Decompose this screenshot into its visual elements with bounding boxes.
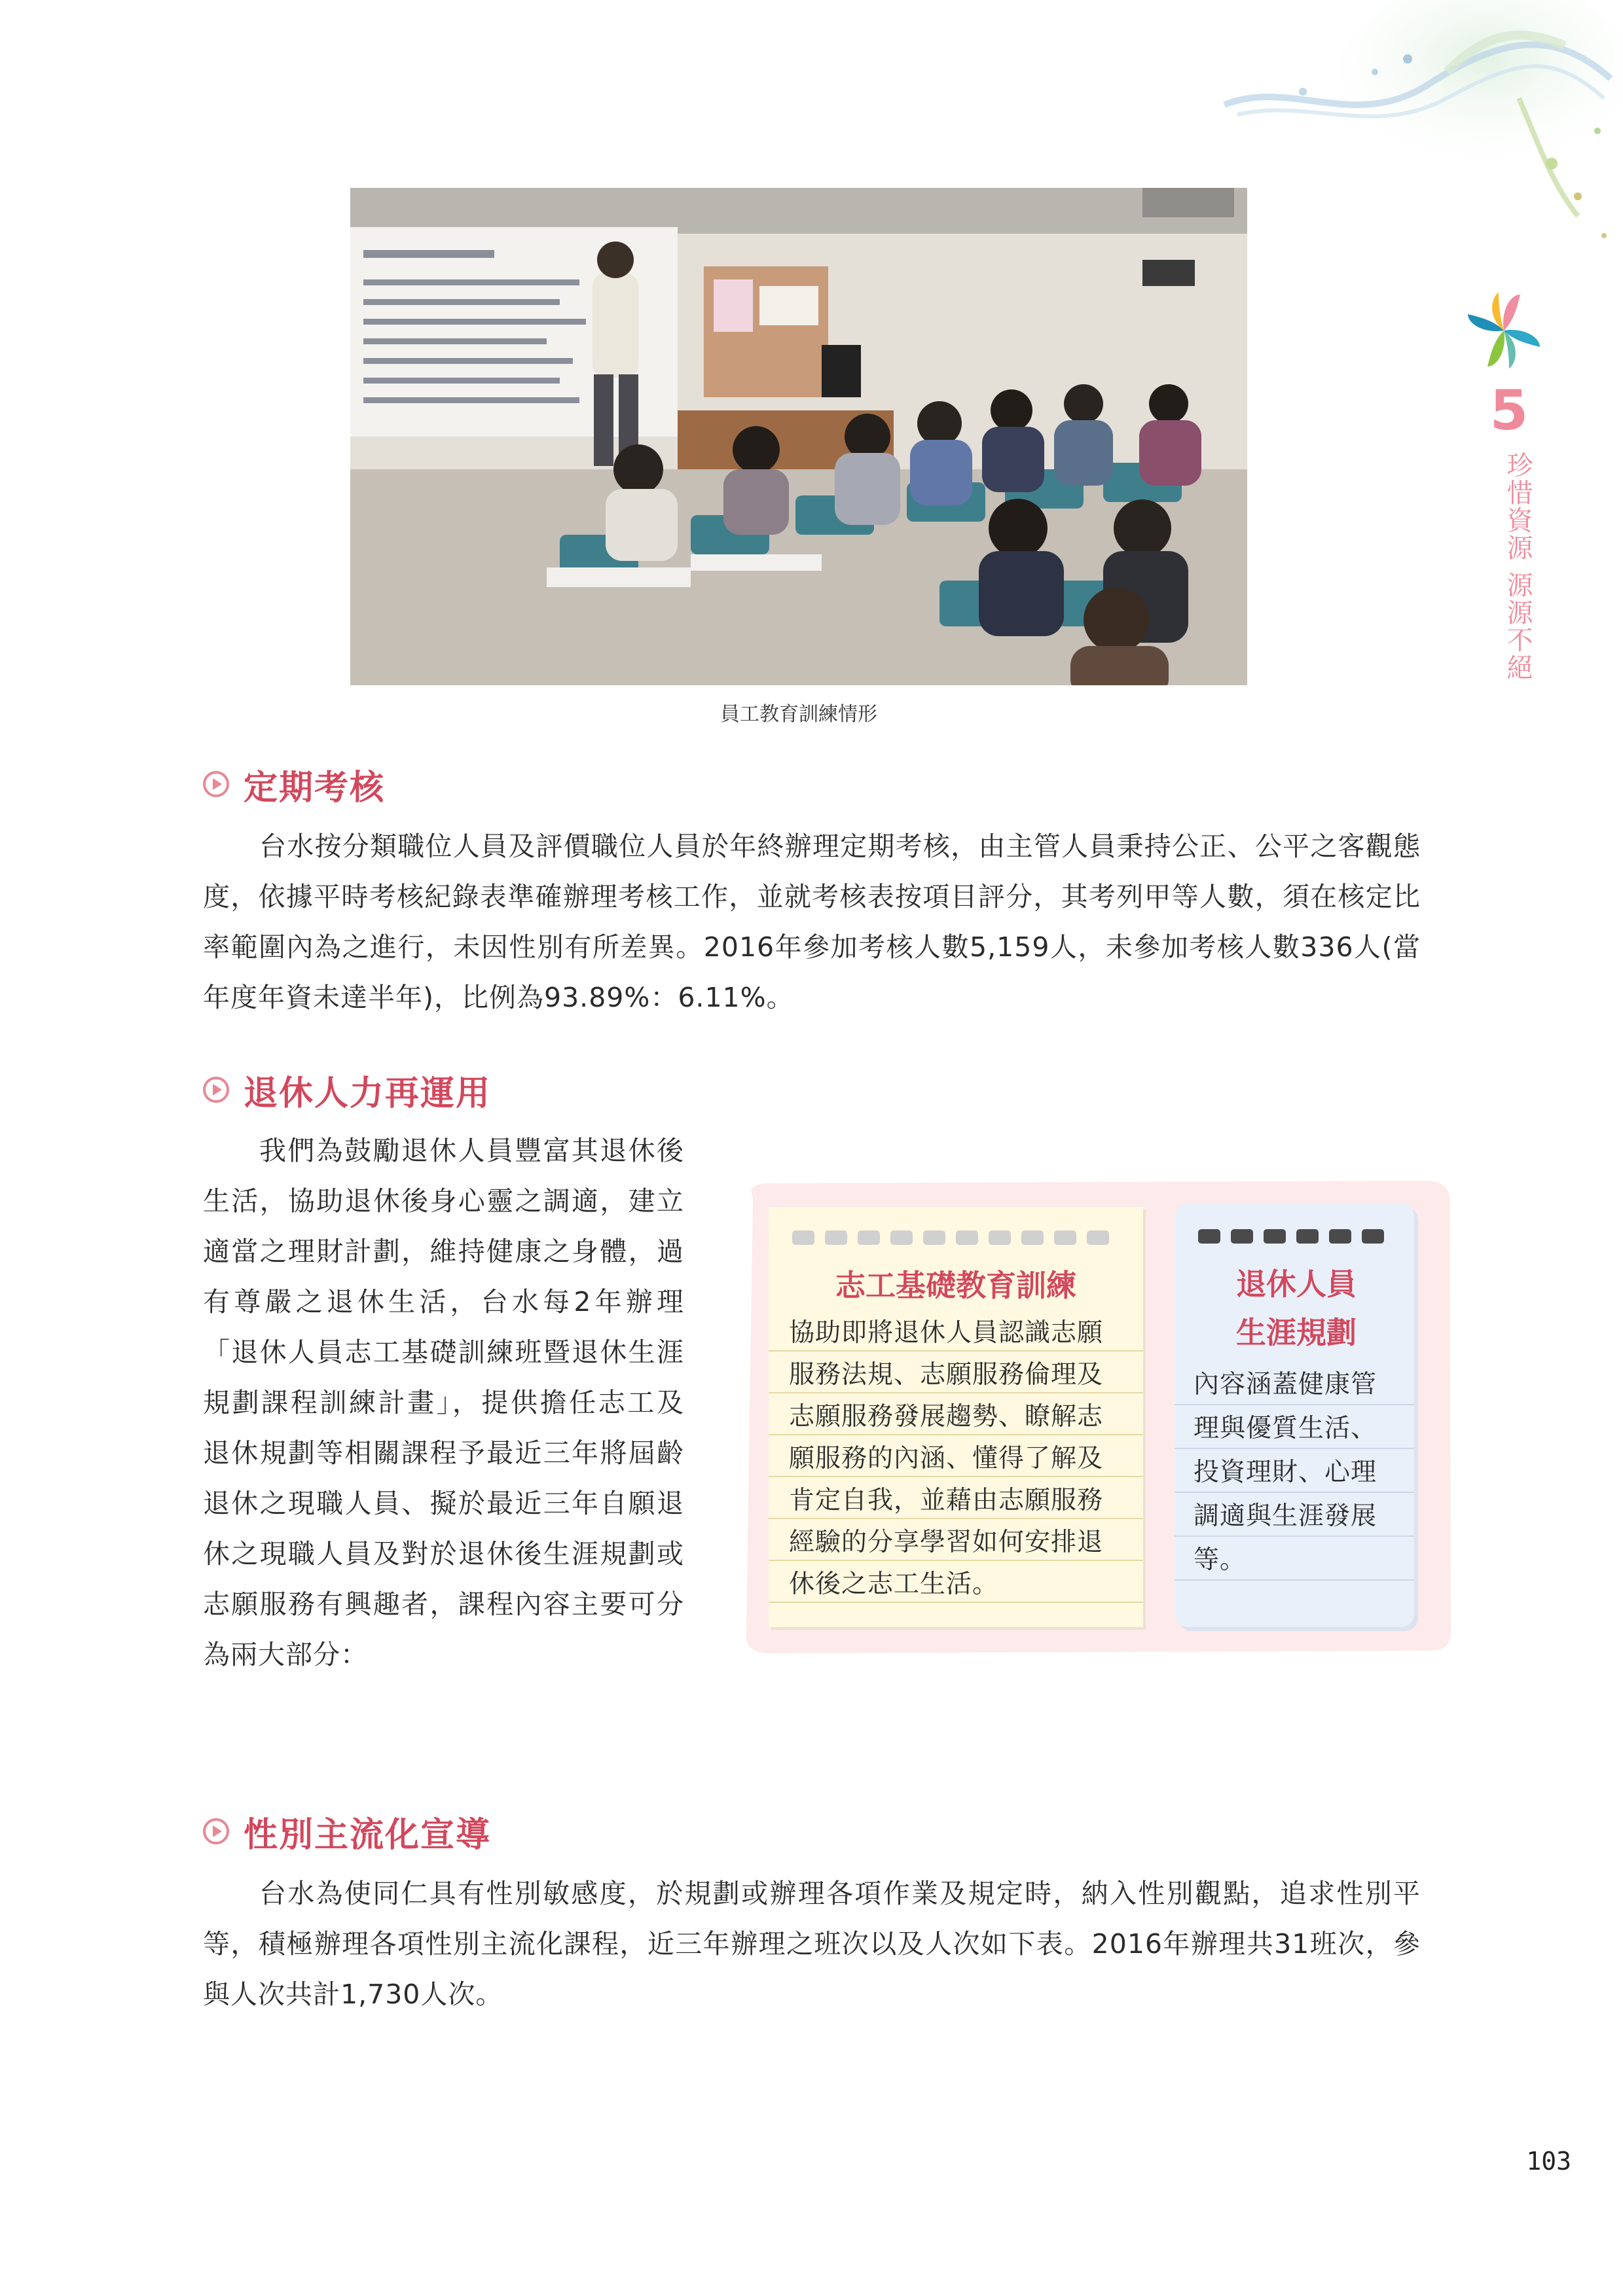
section-title: 定期考核 — [244, 768, 386, 808]
play-bullet-icon — [203, 1077, 229, 1103]
gender-mainstreaming-paragraph: 台水為使同仁具有性別敏感度，於規劃或辦理各項作業及規定時，納入性別觀點，追求性別平等，積極辦理各項性別主流化課程，近三年辦理之班次以及人次如下表。2016年辦理共31班次，參與人次共計1,730人次。 — [203, 1878, 1421, 2010]
card-line: 協助即將退休人員認識志願 — [789, 1318, 1104, 1348]
section-title: 性別主流化宣導 — [244, 1815, 492, 1855]
card-line: 服務法規、志願服務倫理及 — [789, 1360, 1104, 1390]
card-line: 經驗的分享學習如何安排退 — [789, 1528, 1104, 1557]
card-line: 理與優質生活、 — [1194, 1414, 1377, 1443]
retirement-planning-card-title — [1178, 1260, 1414, 1357]
photo-caption: 員工教育訓練情形 — [720, 703, 877, 726]
training-photo — [350, 188, 1247, 685]
card-line: 調適與生涯發展 — [1194, 1501, 1377, 1531]
play-bullet-icon — [203, 771, 229, 797]
card-line: 內容涵蓋健康管 — [1194, 1370, 1377, 1399]
card-line: 休後之志工生活。 — [789, 1570, 999, 1599]
retirement-planning-card-body — [1194, 1363, 1403, 1582]
chapter-title: 珍惜資源 源源不絕 — [1503, 452, 1533, 681]
play-bullet-icon — [203, 1818, 229, 1844]
section-heading-gender-mainstreaming — [203, 1808, 491, 1854]
card-line: 等。 — [1194, 1545, 1247, 1575]
pinwheel-logo-icon — [1461, 288, 1546, 373]
water-splash-decoration — [1211, 0, 1623, 275]
section-heading-retiree-reuse — [203, 1067, 491, 1113]
volunteer-training-card-body — [789, 1312, 1129, 1605]
periodic-review-paragraph: 台水按分類職位人員及評價職位人員於年終辦理定期考核，由主管人員秉持公正、公平之客觀態度，依據平時考核紀錄表準確辦理考核工作，並就考核表按項目評分，其考列甲等人數，須在核定比率範圍內為之進行，未因性別有所差異。2016年參加考核人數5,159人，未參加考核人數336人(當年度年資未達半年)，比例為93.89%：6.11%。 — [203, 831, 1421, 1013]
card-title-line: 生涯規劃 — [1236, 1315, 1357, 1350]
card-line: 投資理財、心理 — [1194, 1458, 1377, 1487]
section-heading-periodic-review — [203, 761, 385, 807]
card-line: 願服務的內涵、懂得了解及 — [789, 1444, 1104, 1473]
section-title: 退休人力再運用 — [244, 1073, 492, 1113]
retiree-reuse-paragraph: 我們為鼓勵退休人員豐富其退休後生活，協助退休後身心靈之調適，建立適當之理財計劃，維持健康之身體，過有尊嚴之退休生活，台水每2年辦理「退休人員志工基礎訓練班暨退休生涯規劃課程訓練計畫」，提供擔任志工及退休規劃等相關課程予最近三年將屆齡退休之現職人員、擬於最近三年自願退休之現職人員及對於退休後生涯規劃或志願服務有興趣者，課程內容主要可分為兩大部分： — [203, 1135, 684, 1670]
card-title-line: 退休人員 — [1236, 1266, 1357, 1302]
card-line: 肯定自我，並藉由志願服務 — [789, 1486, 1104, 1515]
volunteer-training-card-title: 志工基礎教育訓練 — [835, 1268, 1076, 1303]
page-number: 103 — [1526, 2147, 1571, 2176]
card-line: 志願服務發展趨勢、瞭解志 — [789, 1402, 1104, 1431]
chapter-number: 5 — [1489, 378, 1529, 442]
